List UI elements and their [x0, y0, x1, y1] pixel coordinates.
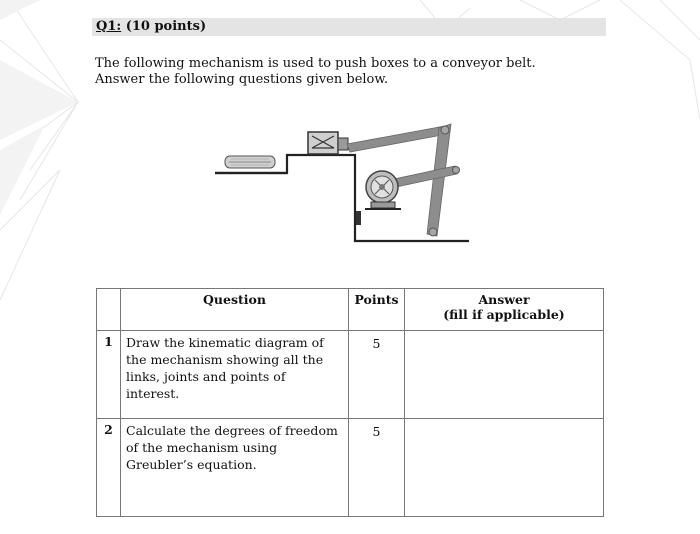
row-points: 5 — [349, 331, 405, 419]
header-question: Question — [121, 289, 349, 331]
question-points: (10 points) — [125, 19, 207, 34]
header-no — [97, 289, 121, 331]
answer-cell[interactable] — [405, 331, 604, 419]
row-number: 1 — [97, 331, 121, 419]
header-answer-title: Answer — [478, 292, 530, 307]
header-answer-note: (fill if applicable) — [443, 307, 565, 322]
questions-table — [96, 288, 604, 517]
question-intro: The following mechanism is used to push boxes to a conveyor belt. Answer the following questions given below. — [95, 56, 536, 87]
row-question: Calculate the degrees of freedom of the mechanism using Greubler’s equation. — [121, 419, 349, 517]
table-row — [97, 419, 604, 517]
answer-cell[interactable] — [405, 419, 604, 517]
question-title — [96, 19, 206, 34]
row-question: Draw the kinematic diagram of the mechanism showing all the links, joints and points of interest. — [121, 331, 349, 419]
header-points: Points — [349, 289, 405, 331]
question-number: Q1: — [96, 19, 122, 34]
question-header-band — [92, 18, 606, 36]
table-row — [97, 331, 604, 419]
coupler-top — [347, 126, 448, 152]
table-header-row — [97, 289, 604, 331]
header-answer — [405, 289, 604, 331]
mechanism-figure — [205, 118, 475, 248]
row-number: 2 — [97, 419, 121, 517]
crank-wheel — [365, 171, 401, 209]
row-points: 5 — [349, 419, 405, 517]
pusher-box — [308, 132, 338, 154]
conveyor-belt — [225, 156, 275, 168]
